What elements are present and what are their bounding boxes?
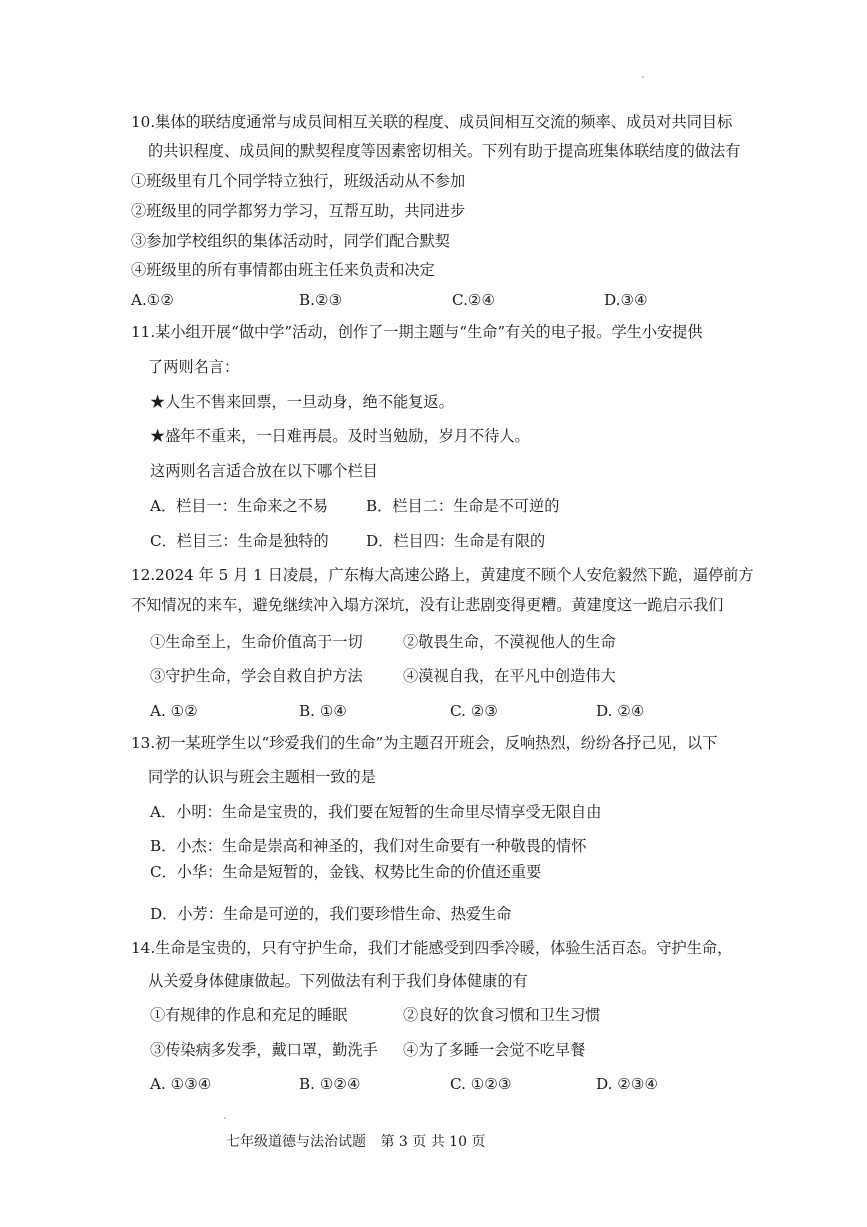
option-a: A. ①② [150,702,198,720]
option-c: C．栏目三：生命是独特的 [150,532,329,550]
option-c: C.②④ [452,291,496,309]
option-c: C. ②③ [450,702,498,720]
option-b: B. ①②④ [299,1075,361,1093]
option-a: A.①② [131,291,175,309]
statement-item: ③参加学校组织的集体活动时，同学们配合默契 [131,232,450,250]
question-stem: 14.生命是宝贵的，只有守护生命，我们才能感受到四季冷暖，体验生活百态。守护生命， [131,939,733,957]
option-b: B．栏目二：生命是不可逆的 [366,497,560,515]
scan-speck [642,76,644,78]
statement-item: ②班级里的同学都努力学习，互帮互助，共同进步 [131,202,466,220]
statement-item: ④为了多睡一会觉不吃早餐 [403,1041,586,1059]
option-d: D. ②③④ [596,1075,659,1093]
footer-page-number: 第 3 页 共 10 页 [380,1134,486,1150]
option-a: A．小明：生命是宝贵的，我们要在短暂的生命里尽情享受无限自由 [150,803,602,821]
statement-item: ①生命至上，生命价值高于一切 [150,633,363,651]
statement-item: ④漠视自我，在平凡中创造伟大 [403,667,616,685]
question-prompt: 这两则名言适合放在以下哪个栏目 [150,462,378,480]
question-stem: 从关爱身体健康做起。下列做法有利于我们身体健康的有 [148,972,528,990]
option-a: A. ①③④ [150,1075,212,1093]
option-c: C. ①②③ [450,1075,512,1093]
option-d: D．栏目四：生命是有限的 [366,532,546,550]
footer-subject: 七年级道德与法治试题 [226,1134,366,1150]
option-d: D. ②④ [596,702,645,720]
statement-item: ③传染病多发季，戴口罩，勤洗手 [150,1041,378,1059]
option-b: B. ①④ [299,702,348,720]
scan-speck [224,1117,226,1119]
quote-item: ★盛年不重来，一日难再晨。及时当勉励，岁月不待人。 [150,427,530,445]
question-stem: 11.某小组开展“做中学”活动，创作了一期主题与“生命”有关的电子报。学生小安提供 [131,323,703,341]
question-stem: 了两则名言： [148,358,240,376]
statement-item: ②敬畏生命，不漠视他人的生命 [403,633,616,651]
option-c: C．小华：生命是短暂的，金钱、权势比生命的价值还重要 [150,863,542,881]
statement-item: ①班级里有几个同学特立独行，班级活动从不参加 [131,172,466,190]
page-footer [226,1131,495,1151]
question-stem: 12.2024 年 5 月 1 日凌晨，广东梅大高速公路上，黄建度不顾个人安危毅然下跪，逼停前方 [131,566,754,584]
statement-item: ③守护生命，学会自救自护方法 [150,667,363,685]
option-a: A．栏目一：生命来之不易 [150,497,329,515]
quote-item: ★人生不售来回票，一旦动身，绝不能复返。 [150,393,454,411]
statement-item: ④班级里的所有事情都由班主任来负责和决定 [131,261,435,279]
question-stem: 10.集体的联结度通常与成员间相互关联的程度、成员间相互交流的频率、成员对共同目标 [131,113,733,131]
statement-item: ②良好的饮食习惯和卫生习惯 [403,1006,601,1024]
question-stem: 13.初一某班学生以“珍爱我们的生命”为主题召开班会，反响热烈，纷纷各抒己见，以下 [131,734,718,752]
question-stem: 的共识程度、成员间的默契程度等因素密切相关。下列有助于提高班集体联结度的做法有 [148,142,741,160]
question-stem: 不知情况的来车，避免继续冲入塌方深坑，没有让悲剧变得更糟。黄建度这一跪启示我们 [131,596,724,614]
option-b: B．小杰：生命是崇高和神圣的，我们对生命要有一种敬畏的情怀 [150,837,587,855]
option-d: D．小芳：生命是可逆的，我们要珍惜生命、热爱生命 [150,905,512,923]
question-stem: 同学的认识与班会主题相一致的是 [148,768,376,786]
option-b: B.②③ [299,291,343,309]
statement-item: ①有规律的作息和充足的睡眠 [150,1006,348,1024]
option-d: D.③④ [604,291,648,309]
